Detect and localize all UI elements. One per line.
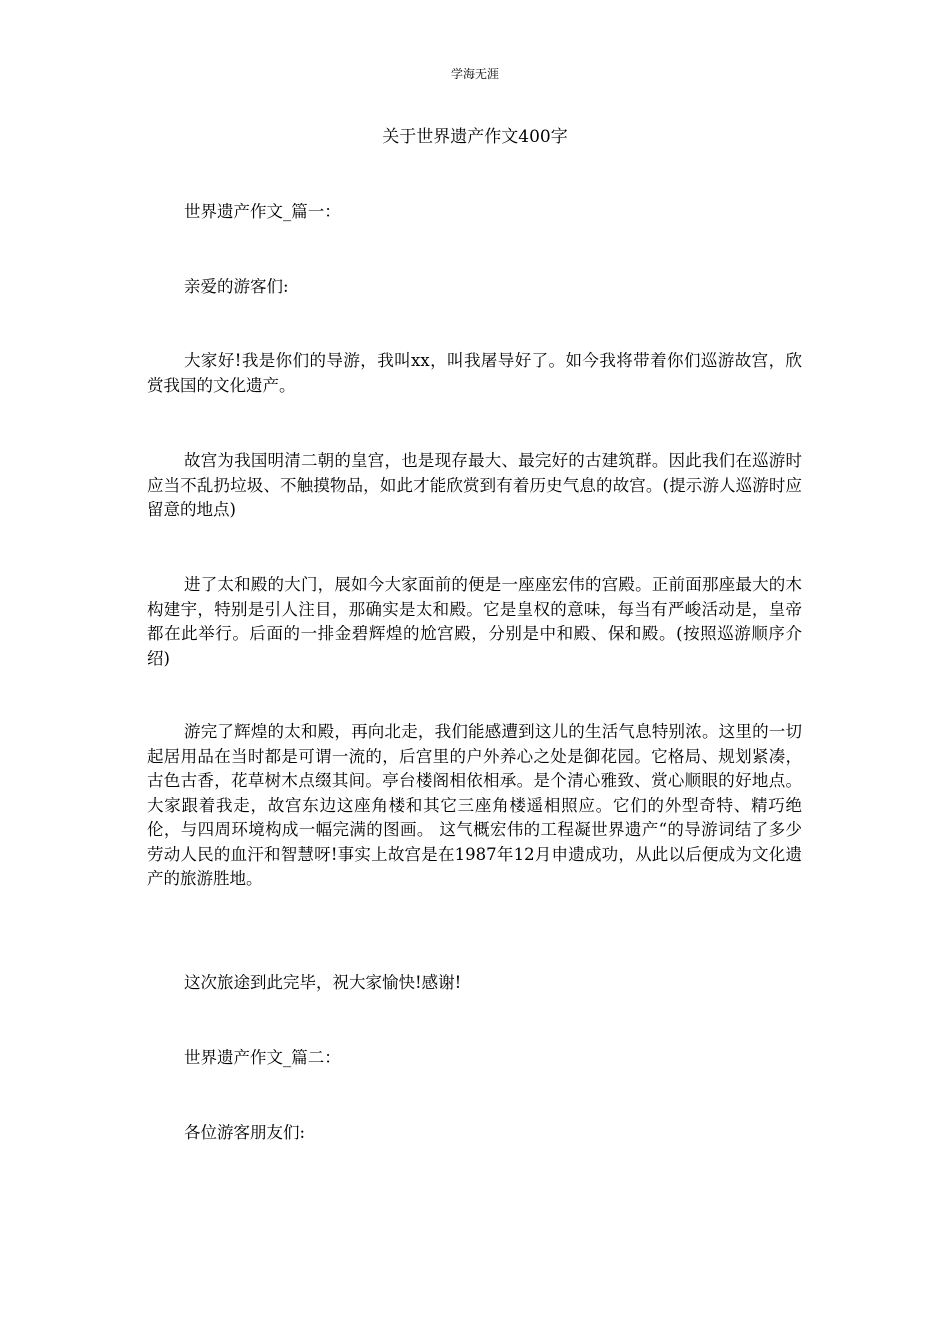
section-heading-2: 世界遗产作文_篇二：	[184, 1048, 341, 1067]
paragraph-intro: 大家好!我是你们的导游，我叫xx，叫我屠导好了。如今我将带着你们巡游故宫，欣赏我国的文化遗产。	[147, 351, 802, 395]
paragraph-palace: 故宫为我国明清二朝的皇宫，也是现存最大、最完好的古建筑群。因此我们在巡游时应当不乱扔垃圾、不触摸物品，如此才能欣赏到有着历史气息的故宫。(提示游人巡游时应留意的地点)	[147, 451, 802, 519]
document-title: 关于世界遗产作文400字	[382, 127, 568, 147]
paragraph-taihe: 进了太和殿的大门，展如今大家面前的便是一座座宏伟的宫殿。正前面那座最大的木构建宇，特别是引人注目，那确实是太和殿。它是皇权的意味，每当有严峻活动是，皇帝都在此举行。后面的一排金碧辉煌的尬宫殿，分别是中和殿、保和殿。(按照巡游顺序介绍)	[147, 575, 802, 668]
paragraph-closing: 这次旅途到此完毕，祝大家愉快!感谢!	[184, 973, 462, 992]
greeting-2: 各位游客朋友们:	[184, 1123, 306, 1142]
greeting: 亲爱的游客们:	[184, 277, 289, 296]
paragraph-garden: 游完了辉煌的太和殿，再向北走，我们能感遭到这儿的生活气息特别浓。这里的一切起居用品在当时都是可谓一流的，后宫里的户外养心之处是御花园。它格局、规划紧凑，古色古香，花草树木点缀其间。亭台楼阁相依相承。是个清心雅致、赏心顺眼的好地点。大家跟着我走，故宫东边这座角楼和其它三座角楼遥相照应。它们的外型奇特、精巧绝伦，与四周环境构成一幅完满的图画。 这气概宏伟的工程凝世界遗产“的导游词结了多少劳动人民的血汗和智慧呀!事实上故宫是在1987年12月申遗成功，从此以后便成为文化遗产的旅游胜地。	[147, 722, 802, 888]
page-header: 学海无涯	[450, 67, 499, 81]
section-heading-1: 世界遗产作文_篇一：	[184, 202, 341, 221]
